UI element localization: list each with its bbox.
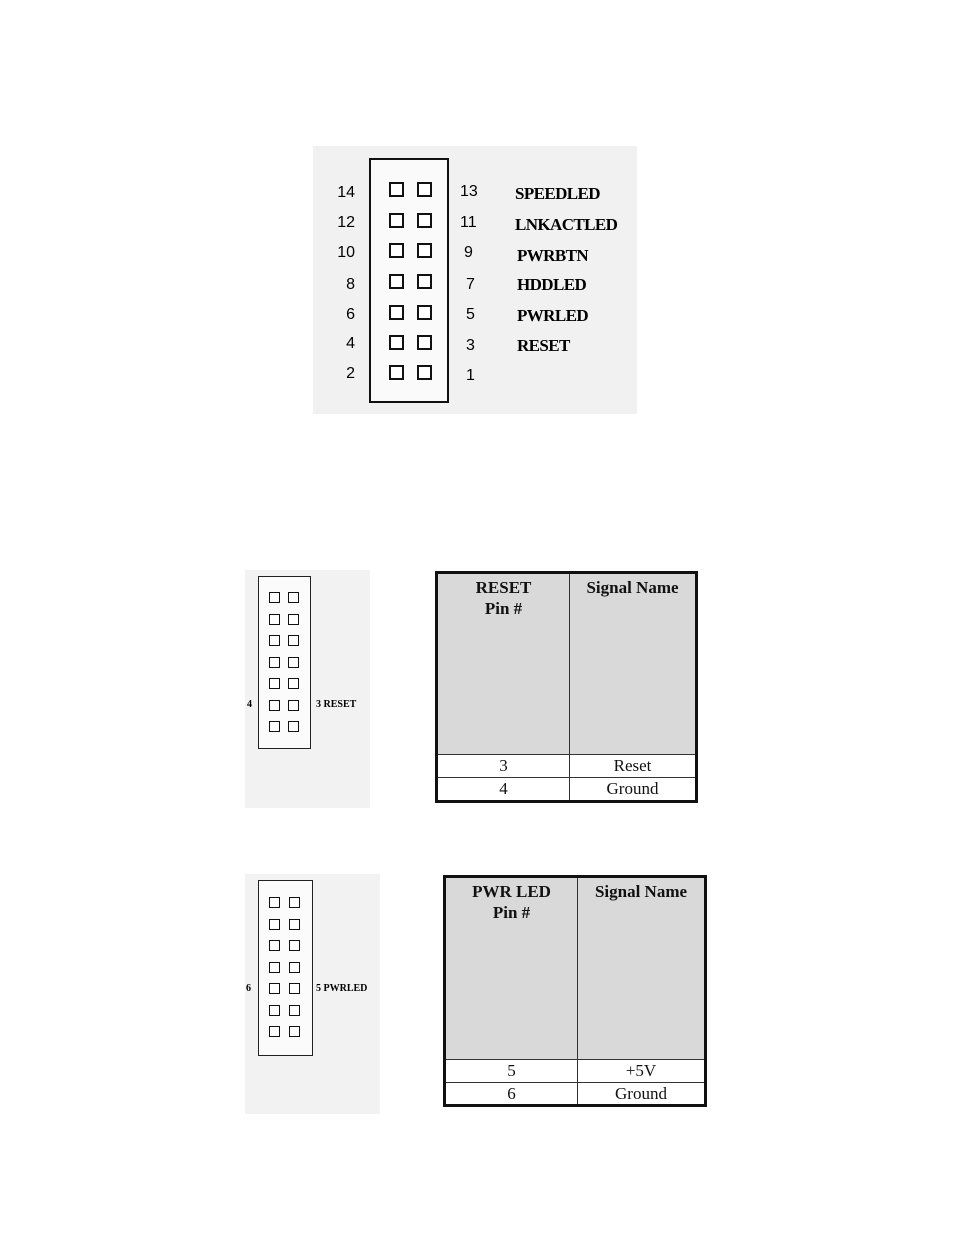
pin — [269, 678, 280, 689]
pin — [389, 243, 404, 258]
pin — [389, 335, 404, 350]
pin — [417, 305, 432, 320]
pin — [389, 213, 404, 228]
pin-number-left: 2 — [346, 365, 355, 382]
pin — [269, 919, 280, 930]
pin — [289, 897, 300, 908]
table-cell-signal: Reset — [613, 756, 652, 775]
signal-label: RESET — [517, 336, 570, 355]
header-line: PWR LED — [472, 882, 551, 901]
table-cell-pin: 3 — [499, 756, 508, 775]
pin — [288, 678, 299, 689]
pin — [269, 592, 280, 603]
pin — [417, 365, 432, 380]
pin — [288, 657, 299, 668]
pin — [389, 365, 404, 380]
table-cell-pin: 5 — [507, 1061, 516, 1080]
pin-number-left: 14 — [337, 184, 355, 201]
signal-label: PWRLED — [517, 306, 589, 325]
pwrled-pin-table — [443, 875, 707, 1107]
pin-number-right: 9 — [464, 244, 473, 261]
header-line: Pin # — [492, 903, 531, 922]
header-body — [258, 576, 311, 749]
pin — [269, 700, 280, 711]
pin — [269, 614, 280, 625]
pin — [289, 919, 300, 930]
table-cell-pin: 4 — [499, 779, 508, 798]
pin-number-right: 5 — [466, 306, 475, 323]
pin — [417, 243, 432, 258]
table-header-pin — [446, 878, 577, 1059]
pin — [288, 614, 299, 625]
pin-number-left: 12 — [337, 214, 355, 231]
reset-pin-table — [435, 571, 698, 803]
pin — [389, 305, 404, 320]
pin — [289, 962, 300, 973]
header-line: Pin # — [484, 599, 523, 618]
reset-header-diagram — [245, 570, 370, 808]
pin — [288, 592, 299, 603]
pin-label-right: 3 RESET — [316, 699, 357, 710]
pin-label-right: 5 PWRLED — [316, 983, 368, 994]
header-body — [369, 158, 449, 403]
pin — [269, 962, 280, 973]
pin — [269, 721, 280, 732]
pin-number-right: 3 — [466, 337, 475, 354]
pin — [269, 1005, 280, 1016]
signal-label: HDDLED — [517, 275, 587, 294]
pin — [269, 1026, 280, 1037]
pwrled-header-diagram — [245, 874, 380, 1114]
pin-number-left: 10 — [337, 244, 355, 261]
pin-label-left: 4 — [247, 699, 252, 710]
pin-number-left: 6 — [346, 306, 355, 323]
pin — [269, 635, 280, 646]
pin — [269, 983, 280, 994]
header-body — [258, 880, 313, 1056]
pin — [269, 897, 280, 908]
signal-label: SPEEDLED — [515, 184, 600, 203]
table-cell-signal: +5V — [625, 1061, 657, 1080]
table-header-pin — [438, 574, 569, 754]
pin — [289, 1026, 300, 1037]
pin — [289, 983, 300, 994]
table-header-signal: Signal Name — [570, 574, 695, 754]
pin — [289, 940, 300, 951]
pin — [288, 700, 299, 711]
pin — [417, 274, 432, 289]
pin — [389, 274, 404, 289]
header-line: RESET — [475, 578, 532, 597]
pin-number-right: 1 — [466, 367, 475, 384]
table-header-signal: Signal Name — [578, 878, 704, 1059]
pin-number-left: 4 — [346, 335, 355, 352]
pin — [288, 721, 299, 732]
pin — [269, 657, 280, 668]
pin-number-right: 13 — [460, 183, 478, 200]
pin — [389, 182, 404, 197]
pin — [288, 635, 299, 646]
signal-label: PWRBTN — [517, 246, 589, 265]
pin — [269, 940, 280, 951]
pin — [289, 1005, 300, 1016]
front-panel-header-diagram — [313, 146, 637, 414]
signal-label: LNKACTLED — [515, 215, 618, 234]
table-cell-signal: Ground — [606, 779, 659, 798]
pin-number-left: 8 — [346, 276, 355, 293]
table-cell-pin: 6 — [507, 1084, 516, 1103]
pin-label-left: 6 — [246, 983, 251, 994]
pin-number-right: 7 — [466, 276, 475, 293]
pin-number-right: 11 — [460, 214, 477, 231]
pin — [417, 335, 432, 350]
pin — [417, 182, 432, 197]
pin — [417, 213, 432, 228]
table-cell-signal: Ground — [615, 1084, 667, 1103]
